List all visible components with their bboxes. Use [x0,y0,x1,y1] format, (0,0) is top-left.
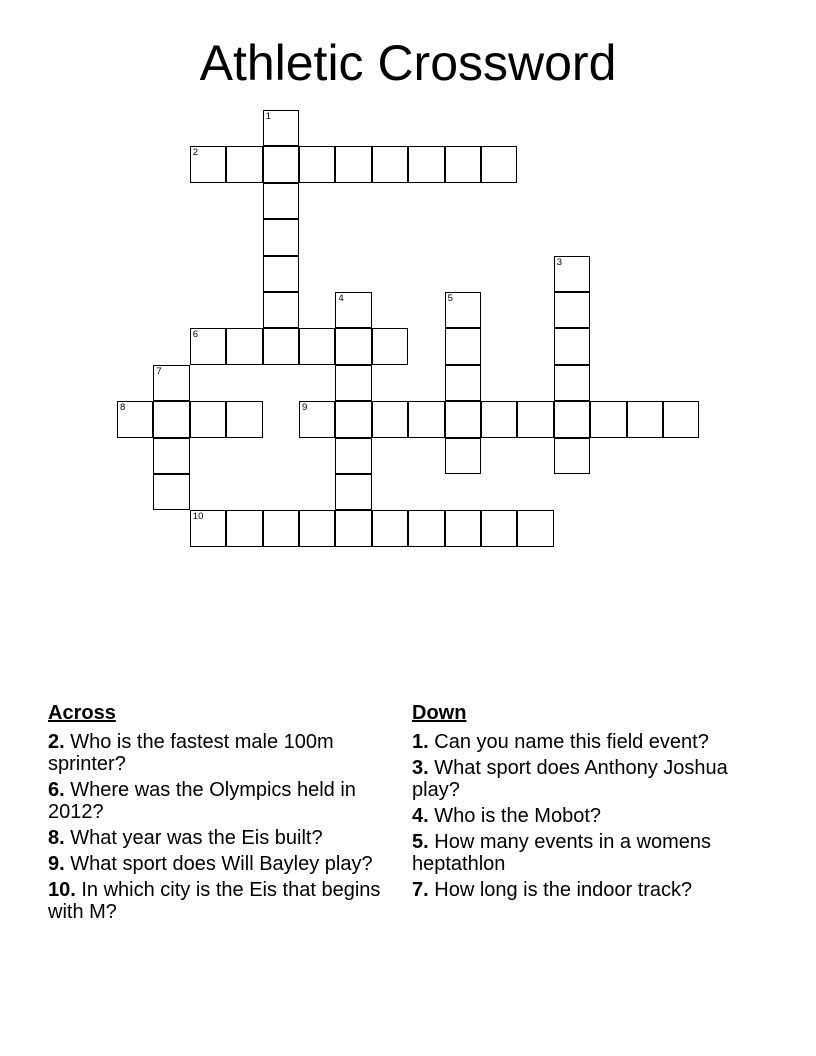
grid-cell[interactable] [445,401,481,437]
grid-cell[interactable] [299,401,335,437]
grid-cell[interactable] [445,438,481,474]
grid-cell[interactable] [554,365,590,401]
grid-cell[interactable] [445,292,481,328]
grid-cell[interactable] [554,256,590,292]
grid-cell[interactable] [372,401,408,437]
clue-number: 8 [120,402,126,414]
grid-cell[interactable] [408,510,444,546]
grid-cell[interactable] [335,510,371,546]
grid-cell[interactable] [481,146,517,182]
grid-cell[interactable] [299,510,335,546]
grid-cell[interactable] [408,401,444,437]
grid-cell[interactable] [335,328,371,364]
grid-cell[interactable] [226,401,262,437]
grid-cell[interactable] [445,328,481,364]
grid-cell[interactable] [153,401,189,437]
clue-number: 9 [302,402,308,414]
grid-cell[interactable] [481,510,517,546]
grid-cell[interactable] [190,401,226,437]
grid-cell[interactable] [517,401,553,437]
clue-number: 4 [338,293,344,304]
grid-cell[interactable] [226,510,262,546]
grid-cell[interactable] [335,292,371,328]
grid-cell[interactable] [335,474,371,510]
grid-cell[interactable] [408,146,444,182]
grid-cell[interactable] [190,328,226,364]
clue-across-6: 6. Where was the Olympics held in 2012? [48,779,356,823]
clue-number: 3 [556,256,563,268]
clue-down-4: 4. Who is the Mobot? [412,805,601,827]
grid-cell[interactable] [153,365,189,401]
grid-cell[interactable] [263,328,299,364]
grid-cell[interactable] [554,438,590,474]
grid-cell[interactable] [481,401,517,437]
grid-cell[interactable] [299,328,335,364]
across-clues [48,702,388,927]
grid-cell[interactable] [117,401,153,437]
grid-cell[interactable] [263,183,299,219]
grid-cell[interactable] [627,401,663,437]
clue-number: 2 [192,147,199,159]
clue-number: 7 [156,365,162,377]
down-heading: Down [412,702,467,724]
grid-cell[interactable] [226,146,262,182]
grid-cell[interactable] [153,438,189,474]
clue-number: 6 [192,329,199,341]
grid-cell[interactable] [517,510,553,546]
grid-cell[interactable] [335,438,371,474]
grid-cell[interactable] [372,146,408,182]
grid-cell[interactable] [263,146,299,182]
grid-cell[interactable] [335,146,371,182]
clue-across-10: 10. In which city is the Eis that begins with M? [48,879,381,923]
grid-cell[interactable] [445,510,481,546]
grid-cell[interactable] [263,219,299,255]
grid-cell[interactable] [263,292,299,328]
grid-cell[interactable] [445,146,481,182]
grid-cell[interactable] [335,401,371,437]
clue-across-8: 8. What year was the Eis built? [48,827,323,849]
grid-cell[interactable] [554,292,590,328]
grid-cell[interactable] [590,401,626,437]
grid-cell[interactable] [226,328,262,364]
crossword-grid [117,110,717,550]
page-title: Athletic Crossword [199,35,617,91]
grid-cell[interactable] [263,256,299,292]
grid-cell[interactable] [372,510,408,546]
grid-cell[interactable] [190,510,226,546]
clue-across-2: 2. Who is the fastest male 100m sprinter? [48,731,334,775]
clue-number: 10 [192,511,204,523]
grid-cell[interactable] [335,365,371,401]
grid-cell[interactable] [153,474,189,510]
grid-cell[interactable] [190,146,226,182]
grid-cell[interactable] [554,328,590,364]
grid-cell[interactable] [299,146,335,182]
clue-number: 5 [447,293,453,304]
grid-cell[interactable] [263,510,299,546]
clue-number: 1 [265,111,271,122]
grid-cell[interactable] [554,401,590,437]
clue-across-9: 9. What sport does Will Bayley play? [48,853,373,875]
clue-down-1: 1. Can you name this field event? [412,731,709,753]
grid-cell[interactable] [263,110,299,146]
clue-down-7: 7. How long is the indoor track? [412,879,693,901]
across-heading: Across [48,702,116,724]
down-clues [412,702,752,905]
clue-down-5: 5. How many events in a womens heptathlon [412,831,712,875]
grid-cell[interactable] [372,328,408,364]
grid-cell[interactable] [445,365,481,401]
clue-down-3: 3. What sport does Anthony Joshua play? [412,757,728,801]
grid-cell[interactable] [663,401,699,437]
